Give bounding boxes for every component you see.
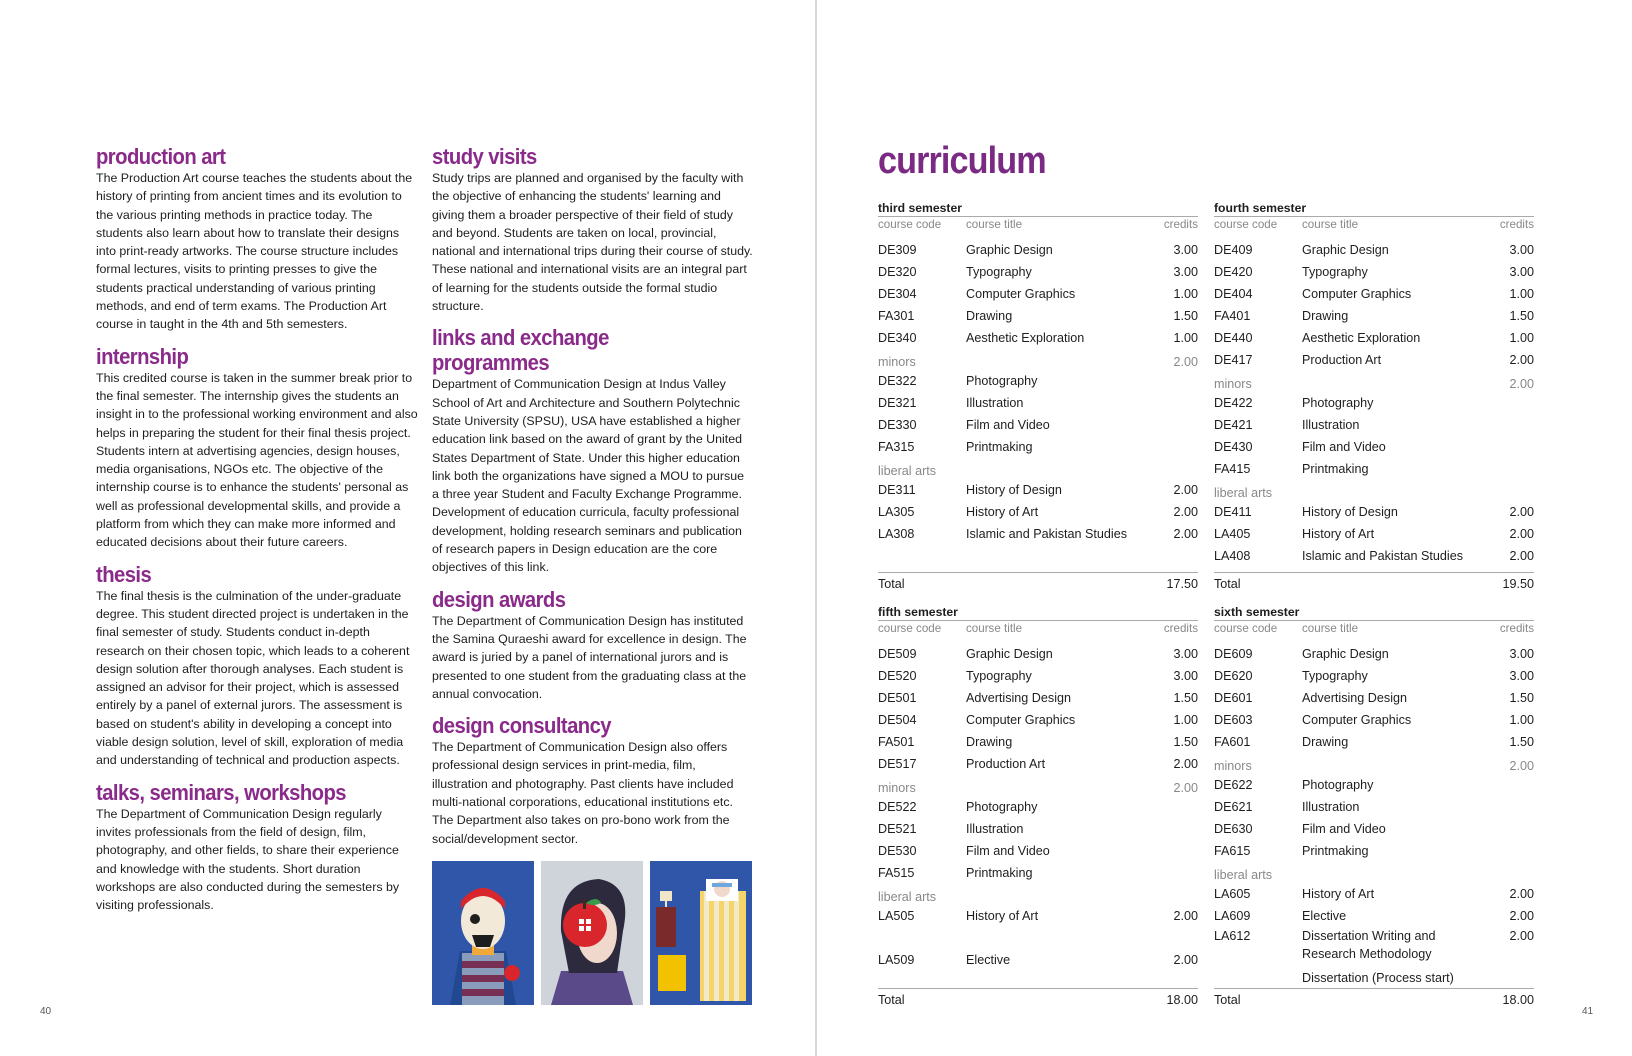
total-value: 18.00 <box>1502 993 1534 1007</box>
course-credits: 2.00 <box>1509 759 1534 773</box>
semester-name: fifth semester <box>878 605 958 619</box>
course-title <box>1302 482 1484 501</box>
course-credits <box>1148 414 1198 436</box>
course-title: History of Art <box>1302 887 1375 901</box>
header-credits: credits <box>1163 622 1198 635</box>
course-credits: 2.00 <box>1173 355 1198 369</box>
course-title: History of Art <box>966 505 1039 519</box>
course-code: FA401 <box>1214 309 1251 323</box>
course-credits: 2.00 <box>1509 353 1534 367</box>
course-credits <box>1484 818 1534 840</box>
course-code: DE609 <box>1214 647 1253 661</box>
course-credits: 1.00 <box>1509 331 1534 345</box>
header-credits: credits <box>1499 622 1534 635</box>
course-credits <box>1148 392 1198 414</box>
table-subheading <box>878 777 1198 796</box>
course-code: LA609 <box>1214 909 1251 923</box>
course-title: Aesthetic Exploration <box>1302 331 1421 345</box>
table-header <box>1214 620 1534 639</box>
course-credits: 1.50 <box>1509 735 1534 749</box>
course-code: DE321 <box>878 396 917 410</box>
total-value: 18.00 <box>1166 993 1198 1007</box>
section-heading: talks, seminars, workshops <box>96 779 347 805</box>
table-row <box>1214 796 1534 818</box>
course-credits: 2.00 <box>1173 483 1198 497</box>
course-title: Drawing <box>966 735 1013 749</box>
course-title <box>1302 373 1484 392</box>
course-code: FA615 <box>1214 844 1251 858</box>
course-code: DE630 <box>1214 822 1253 836</box>
table-row <box>1214 349 1534 371</box>
header-course-code: course code <box>1214 622 1278 635</box>
table-row <box>1214 283 1534 305</box>
course-credits <box>1148 818 1198 840</box>
table-subheading <box>1214 373 1534 392</box>
course-credits <box>1484 414 1534 436</box>
apple-face-illustration <box>541 861 643 1005</box>
course-title: Islamic and Pakistan Studies <box>1302 549 1464 563</box>
table-row <box>878 436 1198 458</box>
course-title: Graphic Design <box>1302 647 1389 661</box>
table-subheading <box>878 351 1198 370</box>
section-body: The Production Art course teaches the students about the history of printing from ancient times and its evolution to the various printing methods in practice today. The students also learn about how to translate their designs into print-ready artworks. The course structure includes formal lectures, visits to printing presses to give the students practical understanding of various printing methods, and end of term exams. The Production Art course in taught in the 4th and 5th semesters. <box>96 171 413 332</box>
course-code: DE521 <box>878 822 917 836</box>
course-code: LA405 <box>1214 527 1251 541</box>
table-row <box>878 709 1198 731</box>
total-label: Total <box>878 577 905 591</box>
course-credits: 2.00 <box>1173 505 1198 519</box>
course-code: DE504 <box>878 713 917 727</box>
course-credits: 1.00 <box>1173 287 1198 301</box>
table-row <box>878 305 1198 327</box>
semester-table-third <box>878 200 1198 591</box>
table-row <box>1214 239 1534 261</box>
course-code: DE420 <box>1214 265 1253 279</box>
course-credits <box>1148 796 1198 818</box>
header-course-title: course title <box>966 622 1023 635</box>
curriculum-title: curriculum <box>878 140 1046 182</box>
table-row <box>1214 687 1534 709</box>
course-title: Photography <box>1302 396 1374 410</box>
section-body: Study trips are planned and organised by the faculty with the objective of enhancing the students' learning and giving them a broader perspective of their field of study and beyond. Students are taken on local, provincial, national and international trips during their course of study. These national and international visits are an integral part of learning for the students outside the formal studio structure. <box>432 171 753 314</box>
course-code: FA301 <box>878 309 915 323</box>
table-row <box>1214 458 1534 480</box>
section-heading: design consultancy <box>432 713 612 739</box>
course-code: FA501 <box>878 735 915 749</box>
header-credits: credits <box>1163 218 1198 231</box>
course-code: DE330 <box>878 418 917 432</box>
section-body: The final thesis is the culmination of the under-graduate degree. This student directed project is undertaken in the final semester of study. Students conduct in-depth research on their chosen topic, which leads to a coherent design solution after thorough analyses. Each student is assigned an advisor for their project, which is assessed entirely by a panel of external jurors. The assessment is based on student's ability in developing a concept into viable design solution, level of skill, exploration of media and understanding of technical and production aspects. <box>96 588 410 768</box>
course-credits <box>1148 436 1198 458</box>
section-heading: study visits <box>432 144 537 169</box>
table-subheading <box>1214 864 1534 883</box>
table-row <box>1214 305 1534 327</box>
course-title: Graphic Design <box>1302 243 1389 257</box>
header-course-title: course title <box>1302 218 1359 231</box>
course-credits <box>1484 436 1534 458</box>
header-course-title: course title <box>1302 622 1359 635</box>
course-code: DE522 <box>878 800 917 814</box>
table-row <box>878 796 1198 818</box>
table-row <box>878 261 1198 283</box>
table-row <box>1214 905 1534 927</box>
pirate-illustration <box>432 861 534 1005</box>
course-code: DE309 <box>878 243 917 257</box>
course-title <box>966 351 1148 370</box>
table-total <box>878 572 1198 595</box>
course-title: Islamic and Pakistan Studies <box>966 527 1128 541</box>
table-row <box>878 392 1198 414</box>
table-row <box>878 479 1198 501</box>
course-credits <box>1484 967 1534 989</box>
table-row <box>878 327 1198 349</box>
course-code: LA505 <box>878 909 915 923</box>
course-title <box>1302 755 1484 774</box>
semester-table-fifth <box>878 604 1198 1007</box>
course-title: Photography <box>966 800 1038 814</box>
course-title: Film and Video <box>966 418 1050 432</box>
section-heading: thesis <box>96 561 152 587</box>
right-page <box>816 0 1632 1056</box>
course-credits <box>1148 840 1198 862</box>
table-row <box>1214 883 1534 905</box>
course-title <box>966 886 1148 905</box>
table-row <box>1214 967 1534 989</box>
semester-table-fourth <box>1214 200 1534 591</box>
header-course-code: course code <box>878 622 942 635</box>
course-credits: 1.50 <box>1509 691 1534 705</box>
table-row <box>878 818 1198 840</box>
course-title: Typography <box>1302 265 1368 279</box>
course-title: Film and Video <box>1302 822 1386 836</box>
course-credits: 1.00 <box>1509 287 1534 301</box>
course-code: DE601 <box>1214 691 1253 705</box>
table-row <box>1214 818 1534 840</box>
left-column-1 <box>96 144 418 924</box>
table-header <box>1214 216 1534 235</box>
course-title: Computer Graphics <box>1302 287 1412 301</box>
course-credits: 3.00 <box>1173 265 1198 279</box>
course-credits <box>1484 774 1534 796</box>
table-row <box>878 840 1198 862</box>
total-label: Total <box>1214 577 1241 591</box>
course-credits: 1.50 <box>1173 735 1198 749</box>
course-code: LA305 <box>878 505 915 519</box>
section-heading: internship <box>96 343 189 369</box>
table-row <box>878 523 1198 545</box>
table-row <box>1214 774 1534 796</box>
course-title: Drawing <box>1302 735 1349 749</box>
section-heading: production art <box>96 144 226 169</box>
course-title: Typography <box>1302 669 1368 683</box>
course-title: Graphic Design <box>966 243 1053 257</box>
course-title: Drawing <box>1302 309 1349 323</box>
course-code: DE417 <box>1214 353 1253 367</box>
course-code: DE530 <box>878 844 917 858</box>
course-code: LA408 <box>1214 549 1251 563</box>
illustrations <box>432 861 754 1005</box>
course-credits: 2.00 <box>1509 549 1534 563</box>
course-title: Typography <box>966 265 1032 279</box>
table-row <box>1214 392 1534 414</box>
table-row <box>1214 709 1534 731</box>
course-title: Film and Video <box>966 844 1050 858</box>
table-row <box>878 949 1198 971</box>
semester-table-sixth <box>1214 604 1534 1007</box>
course-title: Advertising Design <box>966 691 1071 705</box>
course-code: DE422 <box>1214 396 1253 410</box>
course-code: DE320 <box>878 265 917 279</box>
section-heading: links and exchange programmes <box>432 325 609 376</box>
table-total <box>1214 572 1534 595</box>
table-row <box>1214 665 1534 687</box>
course-code: DE421 <box>1214 418 1253 432</box>
course-title: Printmaking <box>1302 462 1369 476</box>
course-code <box>878 927 966 949</box>
table-subheading <box>878 886 1198 905</box>
table-row <box>1214 840 1534 862</box>
course-title: Illustration <box>966 396 1024 410</box>
course-credits: 1.50 <box>1509 309 1534 323</box>
table-row <box>1214 436 1534 458</box>
course-credits <box>1484 458 1534 480</box>
course-code: DE404 <box>1214 287 1253 301</box>
course-code: DE622 <box>1214 778 1253 792</box>
course-credits <box>1148 862 1198 884</box>
course-code: liberal arts <box>1214 486 1273 500</box>
course-credits: 3.00 <box>1173 647 1198 661</box>
course-credits <box>1484 840 1534 862</box>
course-title: History of Design <box>966 483 1062 497</box>
course-credits: 3.00 <box>1509 647 1534 661</box>
course-credits <box>1484 392 1534 414</box>
course-title: Graphic Design <box>966 647 1053 661</box>
course-credits <box>1148 370 1198 392</box>
course-credits: 2.00 <box>1509 909 1534 923</box>
course-code: DE501 <box>878 691 917 705</box>
section-heading: design awards <box>432 586 566 612</box>
course-code: minors <box>878 781 916 795</box>
course-credits: 3.00 <box>1173 669 1198 683</box>
course-title: Advertising Design <box>1302 691 1407 705</box>
course-title: Dissertation Writing and Research Methodology <box>1302 929 1436 961</box>
course-title: Computer Graphics <box>966 287 1076 301</box>
course-credits <box>1148 886 1198 905</box>
course-code: FA601 <box>1214 735 1251 749</box>
table-total <box>1214 988 1534 1011</box>
course-credits <box>1484 482 1534 501</box>
course-code: minors <box>878 355 916 369</box>
course-credits: 2.00 <box>1173 909 1198 923</box>
table-row <box>1214 545 1534 567</box>
semester-name: fourth semester <box>1214 201 1307 215</box>
course-title: Illustration <box>966 822 1024 836</box>
course-title: Dissertation (Process start) <box>1302 971 1454 985</box>
course-title <box>966 460 1148 479</box>
course-code: minors <box>1214 377 1252 391</box>
course-code: DE430 <box>1214 440 1253 454</box>
bedroom-illustration <box>650 861 752 1005</box>
course-credits: 3.00 <box>1509 265 1534 279</box>
table-row <box>878 370 1198 392</box>
semester-name: third semester <box>878 201 962 215</box>
course-code: DE322 <box>878 374 917 388</box>
course-code: DE440 <box>1214 331 1253 345</box>
course-title: Printmaking <box>966 440 1033 454</box>
table-row <box>1214 501 1534 523</box>
table-header <box>878 216 1198 235</box>
course-credits <box>1148 460 1198 479</box>
course-credits: 2.00 <box>1509 505 1534 519</box>
course-title: Computer Graphics <box>1302 713 1412 727</box>
course-code: DE509 <box>878 647 917 661</box>
course-title: Typography <box>966 669 1032 683</box>
course-credits: 2.00 <box>1509 527 1534 541</box>
course-credits <box>1484 864 1534 883</box>
course-credits: 2.00 <box>1509 887 1534 901</box>
course-title: Printmaking <box>966 866 1033 880</box>
table-subheading <box>1214 482 1534 501</box>
course-title: Aesthetic Exploration <box>966 331 1085 345</box>
course-credits <box>1148 927 1198 949</box>
course-code: DE340 <box>878 331 917 345</box>
course-title: Drawing <box>966 309 1013 323</box>
table-row <box>878 862 1198 884</box>
course-code: DE620 <box>1214 669 1253 683</box>
course-title: Production Art <box>966 757 1046 771</box>
course-code: DE520 <box>878 669 917 683</box>
course-credits: 3.00 <box>1509 243 1534 257</box>
course-title: History of Design <box>1302 505 1398 519</box>
total-label: Total <box>878 993 905 1007</box>
table-row <box>878 753 1198 775</box>
course-title: History of Art <box>966 909 1039 923</box>
table-row <box>1214 523 1534 545</box>
course-code: DE517 <box>878 757 917 771</box>
course-code: minors <box>1214 759 1252 773</box>
table-total <box>878 988 1198 1011</box>
section-body: This credited course is taken in the summer break prior to the final semester. The internship gives the students an insight in to the professional working environment and also helps in preparing the student for their final thesis project. Students intern at advertising agencies, design houses, media organisations, NGOs etc. The objective of the internship course is to enhance the students' personal as well as professional developmental skills, and provide a platform from which they can make more informed and educated decisions about their future careers. <box>96 370 418 550</box>
course-credits: 3.00 <box>1509 669 1534 683</box>
course-credits: 2.00 <box>1509 377 1534 391</box>
table-row <box>878 927 1198 949</box>
course-code: liberal arts <box>1214 868 1273 882</box>
table-row <box>878 283 1198 305</box>
course-credits: 1.00 <box>1509 713 1534 727</box>
course-title: Photography <box>1302 778 1374 792</box>
course-code: DE621 <box>1214 800 1253 814</box>
section-body: The Department of Communication Design also offers professional design services in print-media, film, illustration and photography. Past clients have included multi-national corporations, educational institutions etc. The Department also takes on pro-bono work from the social/development sector. <box>432 740 734 846</box>
table-subheading <box>878 460 1198 479</box>
course-credits: 1.50 <box>1173 309 1198 323</box>
course-credits: 2.00 <box>1173 757 1198 771</box>
table-row <box>1214 414 1534 436</box>
course-credits: 1.50 <box>1173 691 1198 705</box>
table-row <box>1214 643 1534 665</box>
course-credits: 1.00 <box>1173 713 1198 727</box>
course-code: LA605 <box>1214 887 1251 901</box>
course-code <box>1214 967 1302 989</box>
course-credits: 3.00 <box>1173 243 1198 257</box>
course-code: LA308 <box>878 527 915 541</box>
course-title: Printmaking <box>1302 844 1369 858</box>
header-credits: credits <box>1499 218 1534 231</box>
header-course-code: course code <box>1214 218 1278 231</box>
course-code: liberal arts <box>878 464 937 478</box>
course-credits: 2.00 <box>1509 929 1534 943</box>
semester-name: sixth semester <box>1214 605 1300 619</box>
course-title: Elective <box>1302 909 1347 923</box>
page-number: 41 <box>1582 1006 1594 1017</box>
table-row <box>878 687 1198 709</box>
total-label: Total <box>1214 993 1241 1007</box>
table-row <box>1214 327 1534 349</box>
table-header <box>878 620 1198 639</box>
course-code: FA315 <box>878 440 915 454</box>
total-value: 17.50 <box>1166 577 1198 591</box>
course-code: DE304 <box>878 287 917 301</box>
course-code: FA515 <box>878 866 915 880</box>
table-row <box>1214 731 1534 753</box>
course-title: Photography <box>966 374 1038 388</box>
course-title: Computer Graphics <box>966 713 1076 727</box>
course-credits: 2.00 <box>1173 527 1198 541</box>
course-code: liberal arts <box>878 890 937 904</box>
course-code: DE411 <box>1214 505 1252 519</box>
table-row <box>878 414 1198 436</box>
course-code: DE409 <box>1214 243 1253 257</box>
table-subheading <box>1214 755 1534 774</box>
course-title: History of Art <box>1302 527 1375 541</box>
course-title: Elective <box>966 953 1011 967</box>
course-code: LA612 <box>1214 929 1251 943</box>
course-title: Illustration <box>1302 418 1360 432</box>
table-row <box>878 665 1198 687</box>
table-row <box>878 239 1198 261</box>
table-row <box>1214 927 1534 967</box>
course-title: Production Art <box>1302 353 1382 367</box>
course-code: DE311 <box>878 483 916 497</box>
course-credits: 2.00 <box>1173 781 1198 795</box>
course-title: Illustration <box>1302 800 1360 814</box>
section-body: The Department of Communication Design regularly invites professionals from the field of design, film, photography, and other fields, to share their experience and knowledge with the students. Short duration workshops are also conducted during the semesters by visiting professionals. <box>96 806 400 913</box>
header-course-title: course title <box>966 218 1023 231</box>
course-title <box>1302 864 1484 883</box>
course-title <box>966 927 1148 949</box>
page-number: 40 <box>40 1006 52 1017</box>
course-title <box>966 777 1148 796</box>
left-column-2 <box>432 144 754 858</box>
course-credits <box>1484 796 1534 818</box>
header-course-code: course code <box>878 218 942 231</box>
course-title: Film and Video <box>1302 440 1386 454</box>
section-body: The Department of Communication Design has instituted the Samina Quraeshi award for excellence in design. The award is juried by a panel of international jurors and is presented to one student from the graduating class at the annual convocation. <box>432 613 747 701</box>
course-code: DE603 <box>1214 713 1253 727</box>
course-code: LA509 <box>878 953 915 967</box>
section-body: Department of Communication Design at Indus Valley School of Art and Architecture and Southern Polytechnic State University (SPSU), USA have established a higher education link based on the award of grant by the United States Department of State. Under this higher education link both the organizations have signed a MOU to pursue a three year Student and Faculty Exchange Programme. Development of education curricula, faculty professional development, holding research seminars and publication of research papers in Design education are the core objectives of this link. <box>432 377 745 575</box>
total-value: 19.50 <box>1502 577 1534 591</box>
table-row <box>1214 261 1534 283</box>
table-row <box>878 731 1198 753</box>
table-row <box>878 643 1198 665</box>
course-credits: 2.00 <box>1173 953 1198 967</box>
table-row <box>878 501 1198 523</box>
course-code: FA415 <box>1214 462 1251 476</box>
table-row <box>878 905 1198 927</box>
course-credits: 1.00 <box>1173 331 1198 345</box>
